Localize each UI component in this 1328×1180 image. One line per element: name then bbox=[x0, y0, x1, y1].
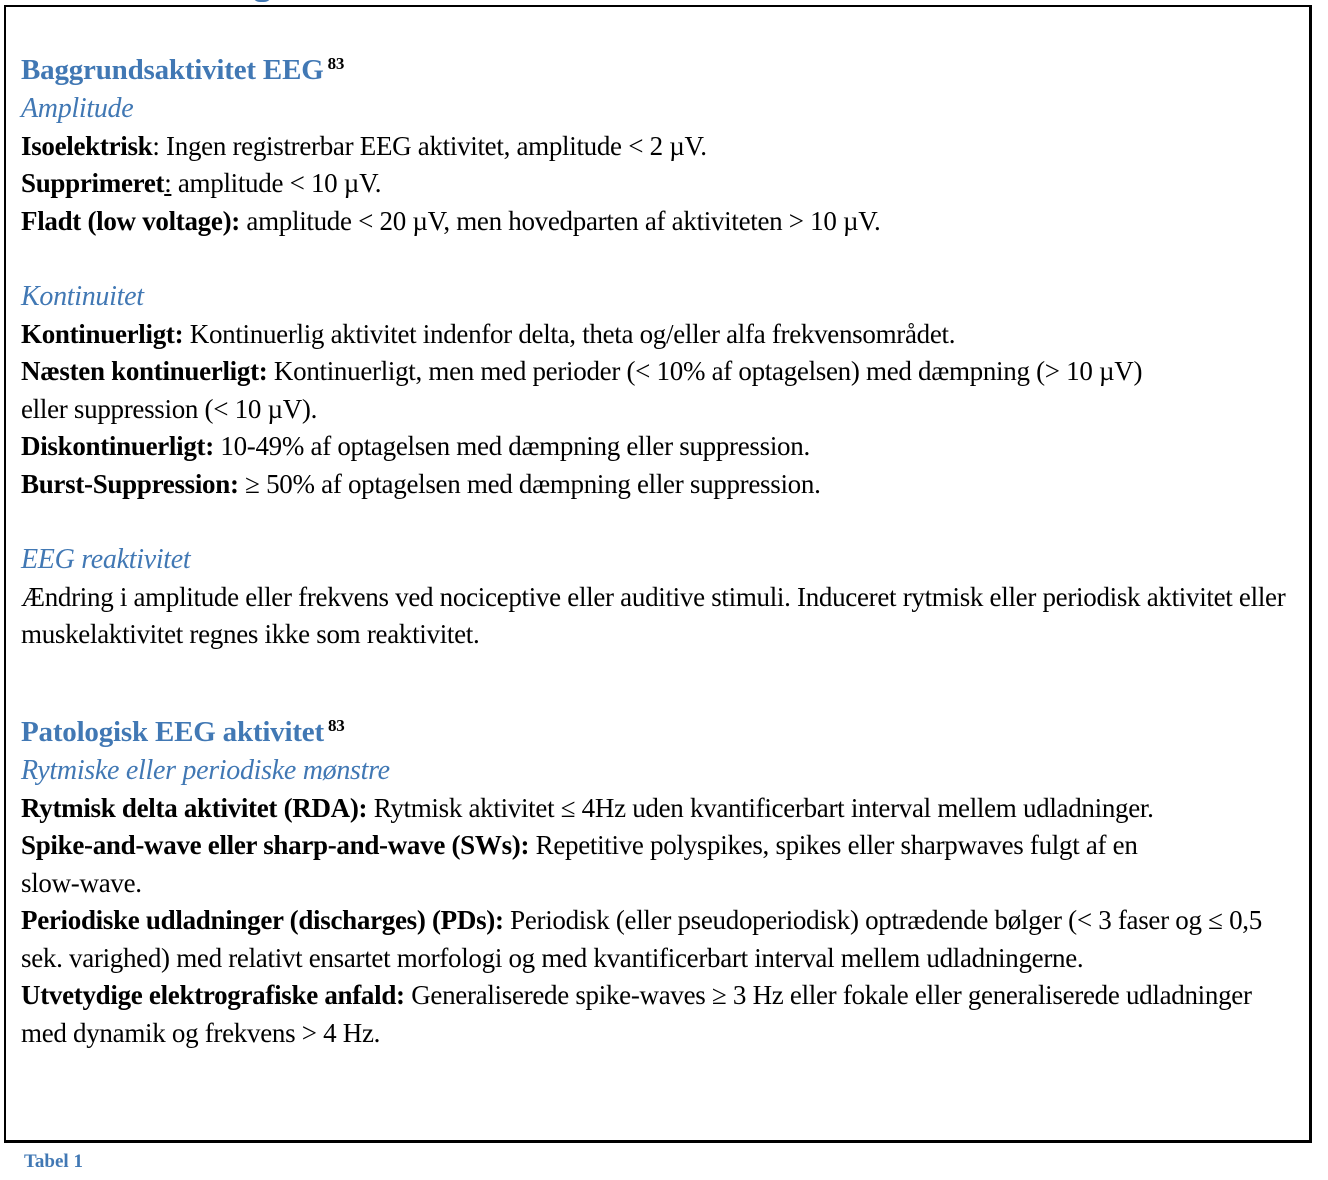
definition-anfald bbox=[21, 977, 1261, 1052]
definition-burst-suppression bbox=[21, 466, 1311, 504]
definition-text: Repetitive polyspikes, spikes eller sharpwaves fulgt af en slow-wave. bbox=[21, 830, 1138, 898]
definition-kontinuerligt bbox=[21, 316, 1311, 354]
term: Diskontinuerligt: bbox=[21, 431, 214, 462]
section-title-baggrundsaktivitet bbox=[21, 50, 1311, 90]
spacer bbox=[21, 240, 1311, 278]
term: Isoelektrisk bbox=[21, 130, 153, 161]
definition-text: Kontinuerlig aktivitet indenfor delta, theta og/eller alfa frekvensområdet. bbox=[183, 318, 956, 349]
subheading-amplitude: Amplitude bbox=[21, 93, 134, 124]
term: Spike-and-wave eller sharp-and-wave (SWs): bbox=[21, 830, 530, 861]
term-colon: : bbox=[164, 168, 172, 199]
section-title-text: Patologisk EEG aktivitet bbox=[21, 715, 324, 748]
section-title-text: Baggrundsaktivitet EEG bbox=[21, 54, 324, 86]
reference-number: 83 bbox=[327, 715, 345, 735]
term: Utvetydige elektrografiske anfald: bbox=[21, 980, 405, 1011]
definition-text: Ingen registrerbar EEG aktivitet, amplitude < 2 µV. bbox=[159, 130, 707, 161]
definition-diskontinuerligt bbox=[21, 428, 1311, 466]
term: Supprimeret bbox=[21, 168, 165, 199]
definition-text: 10-49% af optagelsen med dæmpning eller suppression. bbox=[213, 431, 810, 462]
definition-sws bbox=[21, 827, 1201, 902]
cropped-heading-glyph bbox=[252, 0, 272, 2]
term: Næsten kontinuerligt: bbox=[21, 356, 268, 387]
term: Kontinuerligt: bbox=[21, 318, 184, 349]
term: Fladt (low voltage): bbox=[21, 205, 240, 236]
subheading-kontinuitet: Kontinuitet bbox=[21, 280, 144, 312]
definition-table-box bbox=[4, 5, 1312, 1143]
subheading-rytmiske-moenstre: Rytmiske eller periodiske mønstre bbox=[21, 754, 390, 786]
term: Rytmisk delta aktivitet (RDA): bbox=[21, 792, 368, 823]
definition-text: Kontinuerligt, men med perioder (< 10% af optagelsen) med dæmpning (> 10 µV) eller suppression (< 10 µV). bbox=[21, 356, 1143, 424]
definition-isoelektrisk bbox=[21, 128, 1311, 166]
spacer bbox=[21, 504, 1311, 542]
term-colon: : bbox=[152, 130, 160, 161]
table-content bbox=[21, 50, 1311, 1053]
table-caption: Tabel 1 bbox=[24, 1151, 83, 1172]
definition-supprimeret bbox=[21, 165, 1311, 203]
subheading-eeg-reaktivitet: EEG reaktivitet bbox=[21, 544, 191, 576]
spacer bbox=[21, 654, 1311, 712]
definition-rda bbox=[21, 790, 1306, 828]
definition-text: ≥ 50% af optagelsen med dæmpning eller suppression. bbox=[238, 468, 821, 499]
definition-fladt bbox=[21, 203, 1311, 241]
definition-text: Generaliserede spike-waves ≥ 3 Hz eller fokale eller generaliserede udladninger med dynamik og frekvens > 4 Hz. bbox=[21, 980, 1252, 1049]
definition-text: amplitude < 20 µV, men hovedparten af aktiviteten > 10 µV. bbox=[239, 205, 881, 236]
definition-naesten-kontinuerligt bbox=[21, 353, 1191, 428]
definition-text: Rytmisk aktivitet ≤ 4Hz uden kvantificerbart interval mellem udladninger. bbox=[367, 792, 1154, 823]
definition-text: amplitude < 10 µV. bbox=[171, 168, 382, 199]
section-title-patologisk bbox=[21, 712, 1311, 752]
reference-number: 83 bbox=[327, 54, 345, 73]
term: Periodiske udladninger (discharges) (PDs): bbox=[21, 905, 504, 936]
reaktivitet-description: Ændring i amplitude eller frekvens ved nociceptive eller auditive stimuli. Induceret rytmisk eller periodisk aktivitet eller muskelaktivitet regnes ikke som reaktivitet. bbox=[21, 581, 1286, 650]
term: Burst-Suppression: bbox=[21, 468, 239, 499]
definition-pds bbox=[21, 902, 1306, 977]
definition-text: Periodisk (eller pseudoperiodisk) optrædende bølger (< 3 faser og ≤ 0,5 sek. varighed) med relativt ensartet morfologi og med kvantificerbart interval mellem udladningerne. bbox=[21, 905, 1262, 973]
